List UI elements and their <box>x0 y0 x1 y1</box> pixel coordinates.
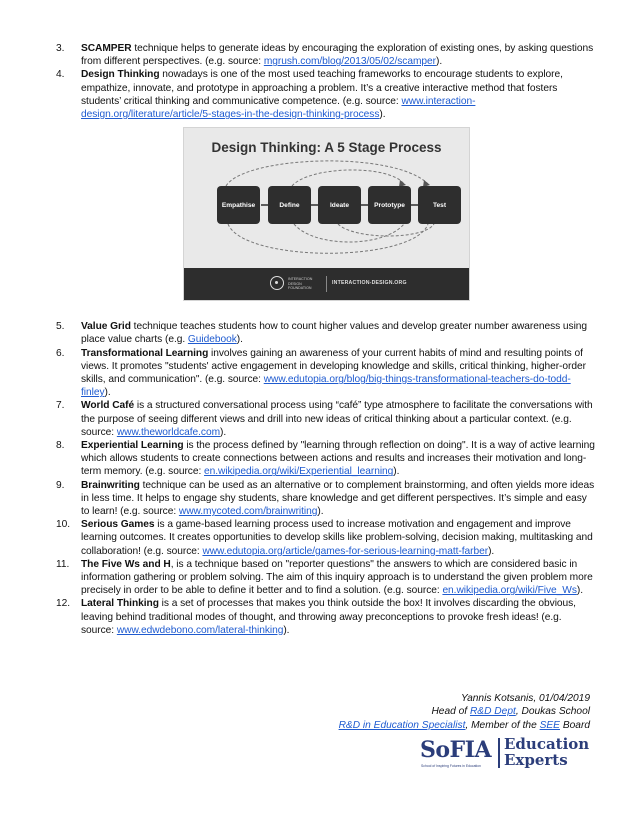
footer-divider <box>326 276 327 292</box>
source-link[interactable]: en.wikipedia.org/wiki/Experiential_learning <box>204 466 394 478</box>
list-item: 6. Transformational Learning involves gaining an awareness of your current habits of mind and resulting points of views. It promotes "students' active engagement in developing knowledge and skills, critical thinking, higher-order skills, and communication". (e.g. source: www.edutopia.org/blog/big-things-transformational-teachers-do-todd-finley). <box>56 347 586 399</box>
source-link[interactable]: www.mycoted.com/brainwriting <box>178 506 318 518</box>
item-title: Serious Games <box>81 519 155 531</box>
list-item: 8. Experiential Learning is the process defined by "learning through reflection on doing". It is a way of active learning which allows students to create connections between actions and results and increases their motivation and long-term memory. (e.g. source: en.wikipedia.org/wiki/Experiential_learning). <box>56 440 595 478</box>
sofia-wordmark: SoFIA <box>420 737 492 763</box>
source-link[interactable]: www.edutopia.org/blog/big-things-transformational-teachers-do-todd-finley <box>81 374 571 399</box>
logo-divider <box>498 738 500 768</box>
design-thinking-image <box>183 127 470 301</box>
item-text: technique teaches students how to count higher values and develop greater number awareness using place value charts (e.g. <box>81 321 588 346</box>
list-item: 9. Brainwriting technique can be used as an alternative or to complement brainstorming, and often yields more ideas in less time. It helps to engage shy students, share knowledge and get different perspectives. It’s simple and easy to learn! (e.g. source: www.mycoted.com/brainwriting). <box>56 479 595 518</box>
item-number: 12. <box>56 598 71 610</box>
item-number: 3. <box>56 43 65 54</box>
sofia-education-experts-logo <box>420 736 592 772</box>
list-item: 10. Serious Games is a game-based learning process used to increase motivation and engagement and improve learning outcomes. It creates opportunities to develop skills like problem-solving, decision making, multitasking and collaboration! (e.g. source: www.edutopia.org/article/games-for-serious-learning-matt-farber). <box>56 519 593 557</box>
item-title: World Café <box>81 400 135 412</box>
education-experts-text: Education Experts <box>504 735 590 769</box>
item-text: , is a technique based on "reporter questions" the answers to which are considered basic in information gathering or problem solving. The aim of this inquiry approach is to understand the given problem more precisely in order to be able to define it better and to find a solution. (e.g. source: <box>81 558 593 597</box>
author-line: Yannis Kotsanis, 01/04/2019 <box>461 693 590 704</box>
figure-org: INTERACTION DESIGN FOUNDATION <box>288 277 313 291</box>
item-number: 11. <box>56 558 70 570</box>
signature-block <box>339 692 590 732</box>
list-item: 5. Value Grid technique teaches students how to count higher values and develop greater number awareness using place value charts (e.g. Guidebook). <box>56 321 588 346</box>
source-link[interactable]: www.edwdebono.com/lateral-thinking <box>116 624 284 636</box>
item-title: Design Thinking <box>81 69 160 81</box>
item-number: 7. <box>56 400 65 412</box>
item-text: technique helps to generate ideas by encouraging the exploration of existing ones, by asking questions from different perspectives. (e.g. source: <box>81 43 594 68</box>
item-number: 5. <box>56 321 65 333</box>
stage-define: Define <box>268 186 311 224</box>
item-text: is a game-based learning process used to increase motivation and engagement and improve learning outcomes. It creates opportunities to develop skills like problem-solving, decision making, multitasking and collaboration! (e.g. source: <box>81 519 593 557</box>
item-title: The Five Ws and H <box>81 558 171 570</box>
item-number: 9. <box>56 479 65 491</box>
item-text: nowadays is one of the most used teaching frameworks to encourage students to explore, empathize, innovate, and prototype in approaching a problem. It’s a creative interactive method that fosters students’ critical thinking and communicative competence. (e.g. source: <box>81 69 563 107</box>
figure-wrapper <box>56 127 596 313</box>
stage-prototype: Prototype <box>368 186 411 224</box>
source-link[interactable]: www.interaction-design.org/literature/article/5-stages-in-the-design-thinking-process <box>81 95 476 121</box>
item-title: Value Grid <box>81 321 131 333</box>
source-link[interactable]: Guidebook <box>187 334 237 346</box>
list-item: 12. Lateral Thinking is a set of processes that makes you think outside the box! It involves discarding the obvious, leaving behind traditional modes of thought, and throwing away preconceptions to provoke fresh ideas! (e.g. source: www.edwdebono.com/lateral-thinking). <box>56 598 576 636</box>
idf-logo-icon <box>270 276 284 290</box>
stage-ideate: Ideate <box>318 186 361 224</box>
item-number: 8. <box>56 440 65 452</box>
list-item: 11. The Five Ws and H, is a technique based on "reporter questions" the answers to which are considered basic in information gathering or problem solving. The aim of this inquiry approach is to understand the given problem more precisely in order to be able to define it better and to find a solution. (e.g. source: en.wikipedia.org/wiki/Five_Ws). <box>56 558 593 597</box>
technique-list <box>56 42 596 637</box>
item-number: 4. <box>56 69 65 81</box>
item-title: Brainwriting <box>81 479 140 491</box>
item-text: technique can be used as an alternative or to complement brainstorming, and often yields more ideas in less time. It helps to engage shy students, share knowledge and get different perspectives. It’s simple and easy to learn! (e.g. source: <box>81 479 595 518</box>
source-link[interactable]: www.theworldcafe.com <box>116 426 221 438</box>
see-link[interactable]: SEE <box>539 719 560 731</box>
role-line: Head of R&D Dept, Doukas School <box>431 706 590 718</box>
item-text: is the process defined by "learning through reflection on doing". It is a way of active learning which allows students to create connections between actions and results and increases their motivation and long-term memory. (e.g. source: <box>81 440 595 478</box>
sofia-tagline: School of Inspiring Futures in Education <box>421 764 481 768</box>
item-number: 6. <box>56 347 65 359</box>
figure-title: Design Thinking: A 5 Stage Process <box>211 140 442 156</box>
item-text: is a structured conversational process using “café” type atmosphere to facilitate the conversations with the purpose of seeing different views and drill into new ideas of critical thinking about a particular context. (e.g. source: <box>81 400 593 438</box>
item-title: Lateral Thinking <box>81 598 159 610</box>
figure-site: INTERACTION-DESIGN.ORG <box>332 280 407 287</box>
list-item: 3. SCAMPER technique helps to generate ideas by encouraging the exploration of existing ones, by asking questions from different perspectives. (e.g. source: mgrush.com/blog/2013/05/02/scamper). <box>56 43 594 68</box>
source-link[interactable]: en.wikipedia.org/wiki/Five_Ws <box>442 585 577 597</box>
list-item: 4. Design Thinking nowadays is one of the most used teaching frameworks to encourage students to explore, empathize, innovate, and prototype in approaching a problem. It’s a creative interactive method that fosters students’ critical thinking and communicative competence. (e.g. source: www.interaction-design.org/literature/article/5-stages-in-the-design-thinking-process). <box>56 69 563 121</box>
source-link[interactable]: mgrush.com/blog/2013/05/02/scamper <box>263 56 436 68</box>
specialist-link[interactable]: R&D in Education Specialist <box>338 719 466 731</box>
rd-dept-link[interactable]: R&D Dept <box>469 706 516 718</box>
item-title: Transformational Learning <box>81 347 209 359</box>
item-title: SCAMPER <box>81 43 132 54</box>
item-text: is a set of processes that makes you think outside the box! It involves discarding the obvious, leaving behind traditional modes of thought, and throwing away preconceptions to provoke fresh ideas! (e.g. source: <box>81 598 576 636</box>
stage-test: Test <box>418 186 461 224</box>
item-number: 10. <box>56 519 71 531</box>
stage-empathise: Empathise <box>217 186 260 224</box>
figure-footer <box>184 268 469 300</box>
specialist-line: R&D in Education Specialist, Member of the SEE Board <box>338 719 590 731</box>
item-text: involves gaining an awareness of your current habits of mind and resulting points of views. It promotes "students' active engagement in developing knowledge and skills, critical thinking, higher-order skills, and communication". (e.g. source: <box>81 347 586 386</box>
item-title: Experiential Learning <box>81 440 184 452</box>
list-item: 7. World Café is a structured conversational process using “café” type atmosphere to facilitate the conversations with the purpose of seeing different views and drill into new ideas of critical thinking about a particular context. (e.g. source: www.theworldcafe.com). <box>56 400 593 438</box>
source-link[interactable]: www.edutopia.org/article/games-for-serious-learning-matt-farber <box>202 545 489 557</box>
